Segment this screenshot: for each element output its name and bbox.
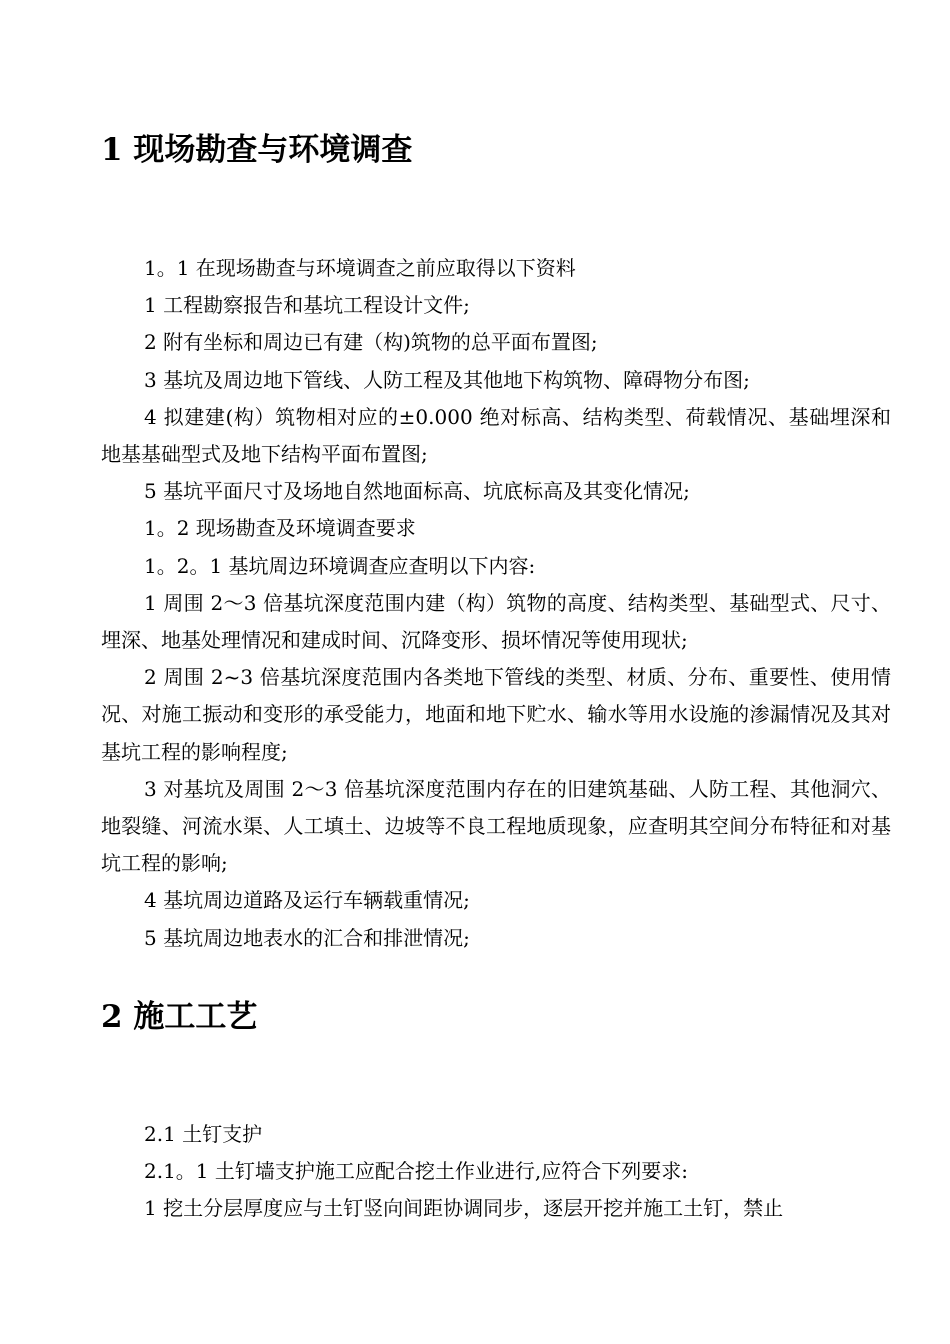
section-heading-2: 2 施工工艺 (101, 999, 258, 1035)
paragraph: 3 基坑及周边地下管线、人防工程及其他地下构筑物、障碍物分布图; (144, 367, 750, 392)
paragraph: 3 对基坑及周围 2～3 倍基坑深度范围内存在的旧建筑基础、人防工程、其他洞穴、地裂缝、河流水渠、人工填土、边坡等不良工程地质现象，应查明其空间分布特征和对基坑工程的影响; (101, 776, 891, 876)
section-heading-1: 1 现场勘查与环境调查 (101, 132, 413, 168)
paragraph: 1。1 在现场勘查与环境调查之前应取得以下资料 (144, 256, 576, 280)
paragraph: 4 拟建建(构）筑物相对应的±0.000 绝对标高、结构类型、荷载情况、基础埋深和地基基础型式及地下结构平面布置图; (101, 404, 891, 467)
paragraph: 2.1。1 土钉墙支护施工应配合挖土作业进行,应符合下列要求: (144, 1159, 688, 1184)
paragraph: 1 周围 2～3 倍基坑深度范围内建（构）筑物的高度、结构类型、基础型式、尺寸、埋深、地基处理情况和建成时间、沉降变形、损坏情况等使用现状; (101, 590, 891, 653)
paragraph: 2.1 土钉支护 (144, 1122, 263, 1146)
paragraph: 5 基坑平面尺寸及场地自然地面标高、坑底标高及其变化情况; (144, 479, 690, 504)
paragraph: 5 基坑周边地表水的汇合和排泄情况; (144, 925, 470, 950)
paragraph: 1 挖土分层厚度应与土钉竖向间距协调同步，逐层开挖并施工土钉，禁止 (144, 1196, 784, 1221)
paragraph: 2 周围 2~3 倍基坑深度范围内各类地下管线的类型、材质、分布、重要性、使用情况、对施工振动和变形的承受能力，地面和地下贮水、输水等用水设施的渗漏情况及其对基坑工程的影响程度; (101, 665, 891, 764)
section-1-body (101, 250, 891, 957)
paragraph: 1。2。1 基坑周边环境调查应查明以下内容: (144, 553, 536, 578)
paragraph: 1。2 现场勘查及环境调查要求 (144, 516, 416, 541)
paragraph: 4 基坑周边道路及运行车辆载重情况; (144, 888, 470, 913)
section-2-body (101, 1116, 891, 1228)
paragraph: 2 附有坐标和周边已有建（构)筑物的总平面布置图; (144, 330, 598, 355)
paragraph: 1 工程勘察报告和基坑工程设计文件; (144, 293, 470, 318)
